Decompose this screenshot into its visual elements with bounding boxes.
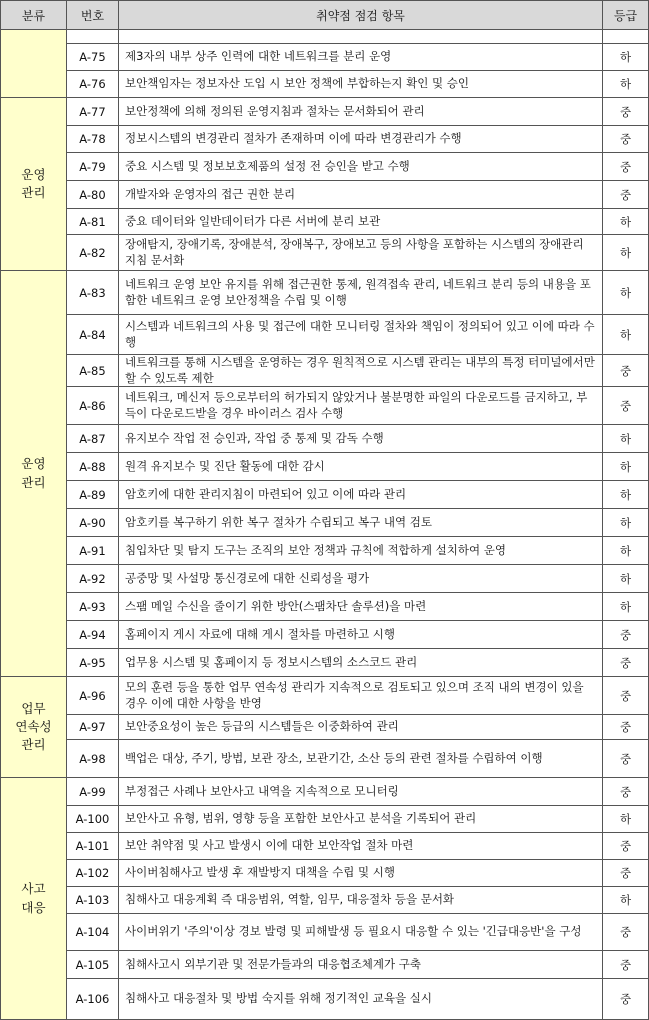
- number-cell: A-77: [67, 98, 119, 126]
- grade-cell: 하: [603, 235, 649, 271]
- item-cell: 제3자의 내부 상주 인력에 대한 네트워크를 분리 운영: [119, 44, 603, 71]
- number-cell: [67, 30, 119, 44]
- table-row: [1, 914, 649, 951]
- number-cell: A-93: [67, 593, 119, 621]
- category-label: 관리: [21, 737, 46, 753]
- grade-cell: 중: [603, 914, 649, 951]
- number-cell: A-105: [67, 951, 119, 979]
- category-label: 연속성: [15, 718, 52, 734]
- item-cell: 침입차단 및 탐지 도구는 조직의 보안 정책과 규칙에 적합하게 설치하여 운영: [119, 537, 603, 565]
- table-row: [1, 565, 649, 593]
- number-cell: A-103: [67, 887, 119, 914]
- number-cell: A-80: [67, 181, 119, 209]
- number-cell: A-95: [67, 649, 119, 677]
- number-cell: A-87: [67, 425, 119, 453]
- item-cell: 업무용 시스템 및 홈페이지 등 정보시스템의 소스코드 관리: [119, 649, 603, 677]
- number-cell: A-83: [67, 271, 119, 315]
- grade-cell: 중: [603, 715, 649, 740]
- item-cell: 공중망 및 사설망 통신경로에 대한 신뢰성을 평가: [119, 565, 603, 593]
- table-row: [1, 677, 649, 715]
- blank-row: [1, 30, 649, 44]
- grade-cell: 하: [603, 44, 649, 71]
- item-cell: 침해사고 대응절차 및 방법 숙지를 위해 정기적인 교육을 실시: [119, 979, 603, 1020]
- grade-cell: 하: [603, 209, 649, 235]
- table-row: [1, 126, 649, 153]
- table-row: [1, 181, 649, 209]
- number-cell: A-101: [67, 833, 119, 860]
- item-cell: 원격 유지보수 및 진단 활동에 대한 감시: [119, 453, 603, 481]
- grade-cell: 중: [603, 833, 649, 860]
- item-cell: 네트워크, 메신저 등으로부터의 허가되지 않았거나 불분명한 파일의 다운로드를 금지하고, 부득이 다운로드받을 경우 바이러스 검사 수행: [119, 387, 603, 425]
- item-cell: 보안정책에 의해 정의된 운영지침과 절차는 문서화되어 관리: [119, 98, 603, 126]
- item-cell: 보안책임자는 정보자산 도입 시 보안 정책에 부합하는지 확인 및 승인: [119, 71, 603, 98]
- number-cell: A-79: [67, 153, 119, 181]
- item-cell: 암호키를 복구하기 위한 복구 절차가 수립되고 복구 내역 검토: [119, 509, 603, 537]
- table-row: [1, 740, 649, 778]
- category-label: 관리: [21, 474, 46, 490]
- header-item: 취약점 점검 항목: [119, 1, 603, 30]
- table-row: [1, 71, 649, 98]
- category-label: 운영: [21, 166, 46, 182]
- number-cell: A-92: [67, 565, 119, 593]
- grade-cell: 하: [603, 593, 649, 621]
- table-row: [1, 315, 649, 355]
- category-label: 운영: [21, 456, 46, 472]
- header-grade: 등급: [603, 1, 649, 30]
- item-cell: 보안 취약점 및 사고 발생시 이에 대한 보안작업 절차 마련: [119, 833, 603, 860]
- grade-cell: 중: [603, 778, 649, 806]
- number-cell: A-106: [67, 979, 119, 1020]
- category-label: 업무: [21, 700, 46, 716]
- table-row: [1, 387, 649, 425]
- item-cell: 모의 훈련 등을 통한 업무 연속성 관리가 지속적으로 검토되고 있으며 조직 내의 변경이 있을 경우 이에 대한 사항을 반영: [119, 677, 603, 715]
- number-cell: A-78: [67, 126, 119, 153]
- grade-cell: 하: [603, 425, 649, 453]
- category-label: 사고: [21, 881, 46, 897]
- grade-cell: 하: [603, 453, 649, 481]
- grade-cell: 중: [603, 153, 649, 181]
- item-cell: 보안사고 유형, 범위, 영향 등을 포함한 보안사고 분석을 기록되어 관리: [119, 806, 603, 833]
- number-cell: A-89: [67, 481, 119, 509]
- category-cell: [1, 271, 67, 677]
- table-row: [1, 860, 649, 887]
- header-number: 번호: [67, 1, 119, 30]
- item-cell: 부정접근 사례나 보안사고 내역을 지속적으로 모니터링: [119, 778, 603, 806]
- number-cell: A-90: [67, 509, 119, 537]
- number-cell: A-88: [67, 453, 119, 481]
- item-cell: 중요 시스템 및 정보보호제품의 설정 전 승인을 받고 수행: [119, 153, 603, 181]
- grade-cell: 중: [603, 649, 649, 677]
- table-row: [1, 537, 649, 565]
- grade-cell: 중: [603, 621, 649, 649]
- item-cell: 시스템과 네트워크의 사용 및 접근에 대한 모니터링 절차와 책임이 정의되어 있고 이에 따라 수행: [119, 315, 603, 355]
- grade-cell: 하: [603, 271, 649, 315]
- item-cell: 보안중요성이 높은 등급의 시스템들은 이중화하여 관리: [119, 715, 603, 740]
- category-cell: [1, 778, 67, 1020]
- grade-cell: 중: [603, 979, 649, 1020]
- header-category: 분류: [1, 1, 67, 30]
- item-cell: 암호키에 대한 관리지침이 마련되어 있고 이에 따라 관리: [119, 481, 603, 509]
- item-cell: 사이버위기 '주의'이상 경보 발령 및 피해발생 등 필요시 대응할 수 있는 '긴급대응반'을 구성: [119, 914, 603, 951]
- table-row: [1, 271, 649, 315]
- grade-cell: 하: [603, 887, 649, 914]
- item-cell: 개발자와 운영자의 접근 권한 분리: [119, 181, 603, 209]
- table-row: [1, 593, 649, 621]
- category-cell: [1, 677, 67, 778]
- table-row: [1, 778, 649, 806]
- grade-cell: 중: [603, 126, 649, 153]
- number-cell: A-96: [67, 677, 119, 715]
- number-cell: A-98: [67, 740, 119, 778]
- number-cell: A-100: [67, 806, 119, 833]
- grade-cell: 하: [603, 71, 649, 98]
- grade-cell: 하: [603, 537, 649, 565]
- number-cell: A-94: [67, 621, 119, 649]
- grade-cell: [603, 30, 649, 44]
- number-cell: A-76: [67, 71, 119, 98]
- grade-cell: 하: [603, 806, 649, 833]
- grade-cell: 하: [603, 509, 649, 537]
- grade-cell: 중: [603, 677, 649, 715]
- table-row: [1, 887, 649, 914]
- item-cell: 네트워크 운영 보안 유지를 위해 접근권한 통제, 원격접속 관리, 네트워크 분리 등의 내용을 포함한 네트워크 운영 보안정책을 수립 및 이행: [119, 271, 603, 315]
- number-cell: A-85: [67, 355, 119, 387]
- table-row: [1, 453, 649, 481]
- item-cell: 유지보수 작업 전 승인과, 작업 중 통제 및 감독 수행: [119, 425, 603, 453]
- table-row: [1, 621, 649, 649]
- number-cell: A-82: [67, 235, 119, 271]
- grade-cell: 중: [603, 355, 649, 387]
- table-row: [1, 153, 649, 181]
- grade-cell: 중: [603, 181, 649, 209]
- header-row: [1, 1, 649, 30]
- grade-cell: 하: [603, 315, 649, 355]
- number-cell: A-84: [67, 315, 119, 355]
- table-row: [1, 481, 649, 509]
- number-cell: A-86: [67, 387, 119, 425]
- item-cell: 장애탐지, 장애기록, 장애분석, 장애복구, 장애보고 등의 사항을 포함하는 시스템의 장애관리 지침 문서화: [119, 235, 603, 271]
- number-cell: A-104: [67, 914, 119, 951]
- item-cell: 정보시스템의 변경관리 절차가 존재하며 이에 따라 변경관리가 수행: [119, 126, 603, 153]
- table-row: [1, 235, 649, 271]
- table-row: [1, 951, 649, 979]
- category-label: 대응: [21, 899, 46, 915]
- table-row: [1, 98, 649, 126]
- grade-cell: 중: [603, 860, 649, 887]
- table-row: [1, 715, 649, 740]
- number-cell: A-97: [67, 715, 119, 740]
- table-row: [1, 509, 649, 537]
- table-body: [1, 30, 649, 1020]
- table-row: [1, 355, 649, 387]
- grade-cell: 중: [603, 98, 649, 126]
- category-cell: [1, 30, 67, 98]
- table-row: [1, 44, 649, 71]
- grade-cell: 중: [603, 951, 649, 979]
- grade-cell: 하: [603, 481, 649, 509]
- item-cell: 네트워크를 통해 시스템을 운영하는 경우 원칙적으로 시스템 관리는 내부의 특정 터미널에서만 할 수 있도록 제한: [119, 355, 603, 387]
- grade-cell: 중: [603, 387, 649, 425]
- table-row: [1, 979, 649, 1020]
- grade-cell: 중: [603, 740, 649, 778]
- item-cell: 중요 데이터와 일반데이터가 다른 서버에 분리 보관: [119, 209, 603, 235]
- category-label: 관리: [21, 185, 46, 200]
- number-cell: A-91: [67, 537, 119, 565]
- table-row: [1, 425, 649, 453]
- item-cell: 홈페이지 게시 자료에 대해 게시 절차를 마련하고 시행: [119, 621, 603, 649]
- item-cell: 스팸 메일 수신을 줄이기 위한 방안(스팸차단 솔루션)을 마련: [119, 593, 603, 621]
- category-cell: [1, 98, 67, 271]
- table-row: [1, 649, 649, 677]
- number-cell: A-102: [67, 860, 119, 887]
- item-cell: 사이버침해사고 발생 후 재발방지 대책을 수립 및 시행: [119, 860, 603, 887]
- table-row: [1, 833, 649, 860]
- item-cell: 침해사고시 외부기관 및 전문가들과의 대응협조체계가 구축: [119, 951, 603, 979]
- number-cell: A-81: [67, 209, 119, 235]
- table-row: [1, 209, 649, 235]
- item-cell: [119, 30, 603, 44]
- table-row: [1, 806, 649, 833]
- item-cell: 백업은 대상, 주기, 방법, 보관 장소, 보관기간, 소산 등의 관련 절차를 수립하여 이행: [119, 740, 603, 778]
- number-cell: A-99: [67, 778, 119, 806]
- item-cell: 침해사고 대응계획 즉 대응범위, 역할, 임무, 대응절차 등을 문서화: [119, 887, 603, 914]
- grade-cell: 하: [603, 565, 649, 593]
- number-cell: A-75: [67, 44, 119, 71]
